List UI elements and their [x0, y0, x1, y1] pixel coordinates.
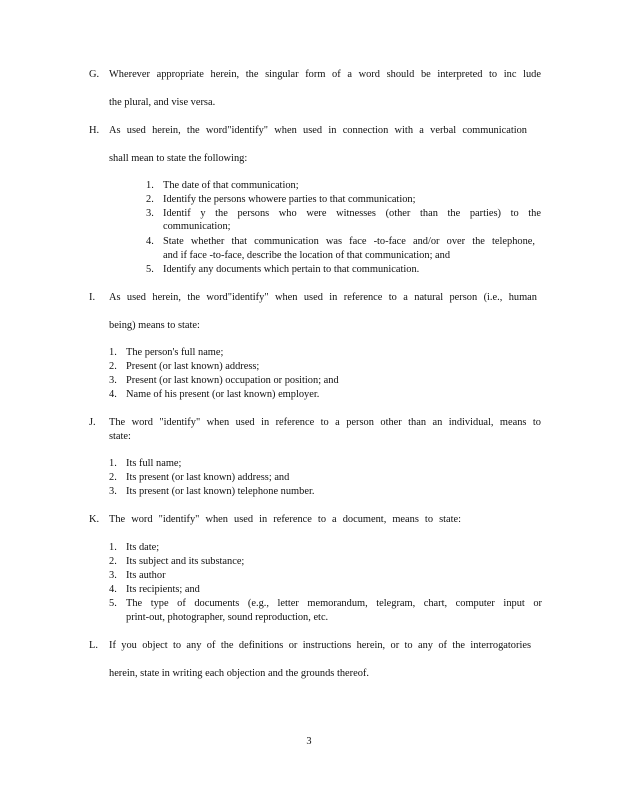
section-i-item-3-num: 3.: [109, 375, 117, 386]
section-g-line-1: Wherever appropriate herein, the singular form of a word should be interpreted to inc lude: [109, 69, 541, 80]
section-k-item-5-text-1: The type of documents (e.g., letter memorandum, telegram, chart, computer input or: [126, 598, 542, 609]
section-l-line-1: If you object to any of the definitions or instructions herein, or to any of the interrogatories: [109, 640, 531, 651]
section-k-item-1-text: Its date;: [126, 542, 160, 553]
section-i-item-1-text: The person's full name;: [126, 347, 224, 358]
section-j-item-3-num: 3.: [109, 486, 117, 497]
section-j-item-3-text: Its present (or last known) telephone number.: [126, 486, 315, 497]
section-h-item-4-num: 4.: [146, 236, 154, 247]
section-j-item-2-num: 2.: [109, 472, 117, 483]
section-h-item-3-num: 3.: [146, 208, 154, 219]
section-g-line-2: the plural, and vise versa.: [109, 97, 216, 108]
section-k-item-3-num: 3.: [109, 570, 117, 581]
section-j-item-1-num: 1.: [109, 458, 117, 469]
section-h-line-2: shall mean to state the following:: [109, 153, 248, 164]
section-i-item-4-num: 4.: [109, 389, 117, 400]
section-j-letter: J.: [89, 417, 96, 428]
section-i-line-1: As used herein, the word"identify" when used in reference to a natural person (i.e., human: [109, 292, 537, 303]
section-i-item-1-num: 1.: [109, 347, 117, 358]
section-h-item-3-text-1: Identif y the persons who were witnesses (other than the parties) to the: [163, 208, 541, 219]
section-k-item-2-text: Its subject and its substance;: [126, 556, 245, 567]
section-l-line-2: herein, state in writing each objection and the grounds thereof.: [109, 668, 369, 679]
section-k-item-4-num: 4.: [109, 584, 117, 595]
section-k-item-5-num: 5.: [109, 598, 117, 609]
section-h-item-1-num: 1.: [146, 180, 154, 191]
section-k-item-4-text: Its recipients; and: [126, 584, 200, 595]
section-j-line-1: The word "identify" when used in reference to a person other than an individual, means to: [109, 417, 541, 428]
section-h-line-1: As used herein, the word"identify" when used in connection with a verbal communication: [109, 125, 527, 136]
section-k-item-1-num: 1.: [109, 542, 117, 553]
section-k-line-1: The word "identify" when used in reference to a document, means to state:: [109, 514, 461, 525]
section-h-item-2-num: 2.: [146, 194, 154, 205]
section-h-item-3-text-2: communication;: [163, 221, 231, 232]
section-i-letter: I.: [89, 292, 96, 303]
section-h-item-2-text: Identify the persons whowere parties to that communication;: [163, 194, 416, 205]
section-i-line-2: being) means to state:: [109, 320, 200, 331]
section-k-item-5-text-2: print-out, photographer, sound reproduction, etc.: [126, 612, 329, 623]
section-k-item-2-num: 2.: [109, 556, 117, 567]
section-h-item-1-text: The date of that communication;: [163, 180, 299, 191]
section-j-item-2-text: Its present (or last known) address; and: [126, 472, 290, 483]
section-h-item-4-text-2: and if face -to-face, describe the location of that communication; and: [163, 250, 451, 261]
section-k-letter: K.: [89, 514, 100, 525]
section-h-letter: H.: [89, 125, 100, 136]
section-h-item-4-text-1: State whether that communication was face -to-face and/or over the telephone,: [163, 236, 535, 247]
section-i-item-2-num: 2.: [109, 361, 117, 372]
page-number: 3: [306, 736, 312, 747]
section-i-item-3-text: Present (or last known) occupation or position; and: [126, 375, 339, 386]
section-i-item-4-text: Name of his present (or last known) employer.: [126, 389, 320, 400]
section-l-letter: L.: [89, 640, 98, 651]
section-j-item-1-text: Its full name;: [126, 458, 182, 469]
section-h-item-5-text: Identify any documents which pertain to that communication.: [163, 264, 420, 275]
section-j-line-2: state:: [109, 431, 131, 442]
section-i-item-2-text: Present (or last known) address;: [126, 361, 260, 372]
section-g-letter: G.: [89, 69, 100, 80]
section-h-item-5-num: 5.: [146, 264, 154, 275]
section-k-item-3-text: Its author: [126, 570, 166, 581]
